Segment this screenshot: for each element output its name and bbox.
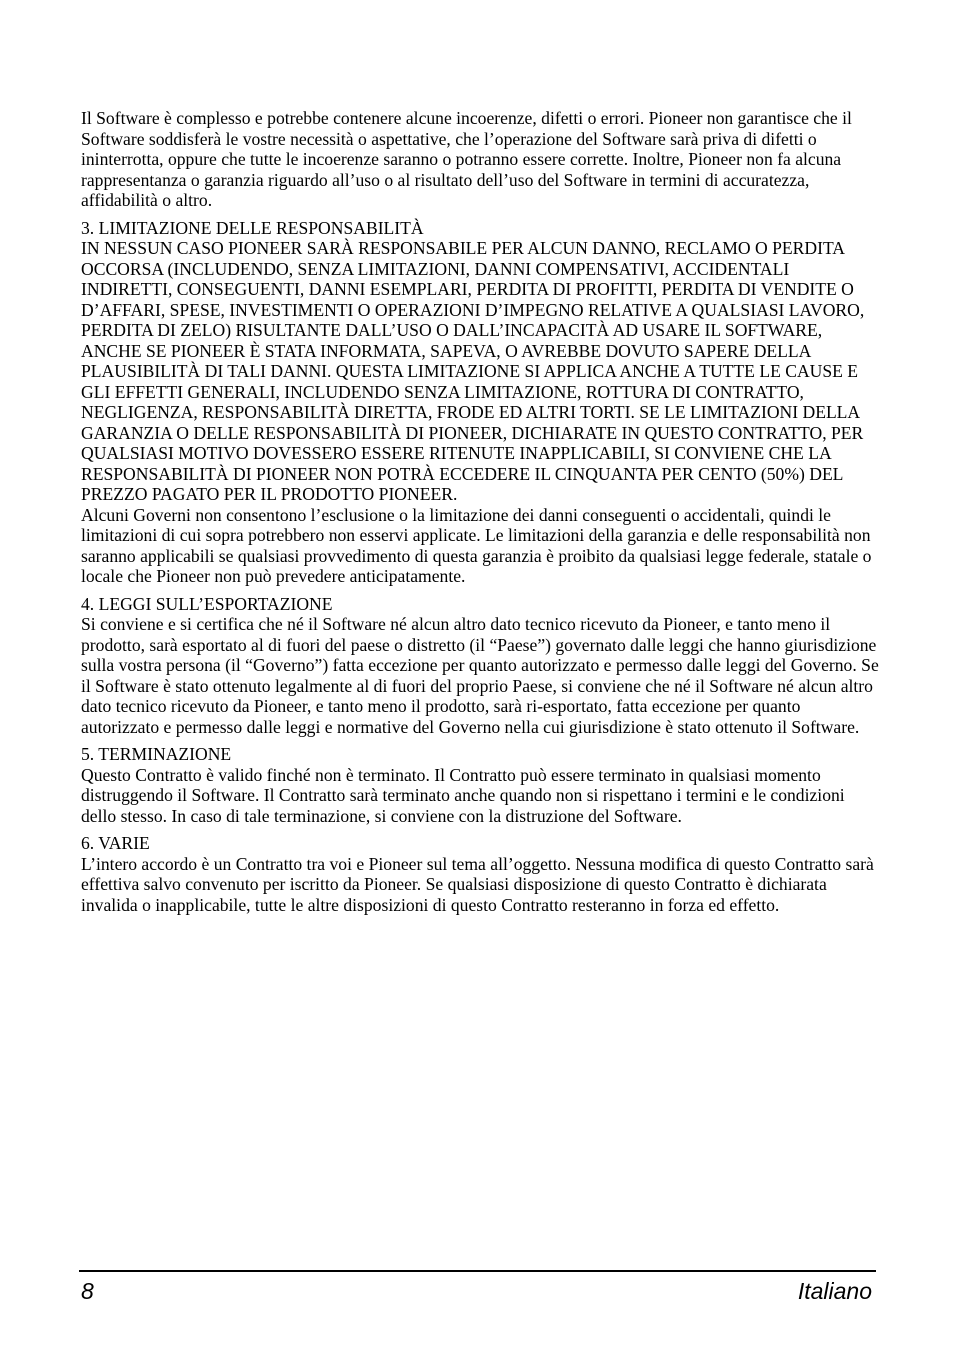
- section-miscellaneous: [81, 833, 881, 915]
- section-caps-paragraph: IN NESSUN CASO PIONEER SARÀ RESPONSABILE PER ALCUN DANNO, RECLAMO O PERDITA OCCORSA (INCLUDENDO, SENZA LIMITAZIONI, DANNI COMPENSATIVI, ACCIDENTALI INDIRETTI, CONSEGUENTI, DANNI ESEMPLARI, PERDITA DI PROFITTI, PERDITA DI VENDITE O D’AFFARI, SPESE, INVESTIMENTI O OPERAZIONI D’IMPEGNO RELATIVE A QUALSIASI LAVORO, PERDITA DI ZELO) RISULTANTE DALL’USO O DALL’INCAPACITÀ AD USARE IL SOFTWARE, ANCHE SE PIONEER È STATA INFORMATA, SAPEVA, O AVREBBE DOVUTO SAPERE DELLA PLAUSIBILITÀ DI TALI DANNI. QUESTA LIMITAZIONE SI APPLICA ANCHE A TUTTE LE CAUSE E GLI EFFETTI GENERALI, INCLUDENDO SENZA LIMITAZIONE, ROTTURA DI CONTRATTO, NEGLIGENZA, RESPONSABILITÀ DIRETTA, FRODE ED ALTRI TORTI. SE LE LIMITAZIONI DELLA GARANZIA O DELLE RESPONSABILITÀ DI PIONEER, DICHIARATE IN QUESTO CONTRATTO, PER QUALSIASI MOTIVO DOVESSERO ESSERE RITENUTE INAPPLICABILI, SI CONVIENE CHE LA RESPONSABILITÀ DI PIONEER NON POTRÀ ECCEDERE IL CINQUANTA PER CENTO (50%) DEL PREZZO PAGATO PER IL PRODOTTO PIONEER.: [81, 238, 865, 504]
- section-heading: 3. LIMITAZIONE DELLE RESPONSABILITÀ: [81, 217, 424, 238]
- document-body: [81, 108, 881, 922]
- section-heading: 6. VARIE: [81, 833, 150, 853]
- section-termination: [81, 744, 881, 826]
- section-paragraph: Alcuni Governi non consentono l’esclusione o la limitazione dei danni conseguenti o accidentali, quindi le limitazioni di cui sopra potrebbero non esservi applicate. Le limitazioni della garanzia e delle responsabilità non saranno applicabili se qualsiasi provvedimento di questa garanzia è proibito da qualsiasi legge federale, statale o locale che Pioneer non può prevedere anticipatamente.: [81, 504, 872, 586]
- section-limitation-of-liability: [81, 218, 881, 587]
- section-paragraph: Questo Contratto è valido finché non è terminato. Il Contratto può essere terminato in qualsiasi momento distruggendo il Software. Il Contratto sarà terminato anche quando non si rispettano i termini e le condizioni dello stesso. In caso di tale terminazione, si conviene con la distruzione del Software.: [81, 764, 845, 826]
- section-paragraph: Si conviene e si certifica che né il Software né alcun altro dato tecnico ricevuto da Pioneer, e tanto meno il prodotto, sarà esportato al di fuori del paese o distretto (il “Paese”) governato dalle leggi che hanno giurisdizione sulla vostra persona (il “Governo”) fatta eccezione per quanto autorizzato e permesso dalle leggi del Governo. Se il Software è stato ottenuto legalmente al di fuori del proprio Paese, si conviene che né il Software né alcun altro dato tecnico ricevuto da Pioneer, e tanto meno il prodotto, sarà ri-esportato, fatta eccezione per quanto autorizzato e permesso dalle leggi e normative del Governo nella cui giurisdizione è stato ottenuto il Software.: [81, 614, 879, 737]
- section-export-laws: [81, 594, 881, 738]
- page-number: 8: [81, 1278, 94, 1304]
- intro-paragraph: Il Software è complesso e potrebbe contenere alcune incoerenze, difetti o errori. Pioneer non garantisce che il Software soddisferà le vostre necessità o aspettative, che l’operazione del Software sarà priva di difetti o ininterrotta, oppure che tutte le incoerenze saranno o potranno essere corrette. Inoltre, Pioneer non fa alcuna rappresentanza o garanzia riguardo all’uso o al risultato dell’uso del Software in termini di accuratezza, affidabilità o altro.: [81, 108, 852, 210]
- section-heading: 5. TERMINAZIONE: [81, 744, 232, 764]
- footer-language: Italiano: [797, 1278, 872, 1304]
- section-heading: 4. LEGGI SULL’ESPORTAZIONE: [81, 593, 333, 614]
- section-paragraph: L’intero accordo è un Contratto tra voi e Pioneer sul tema all’oggetto. Nessuna modifica di questo Contratto sarà effettiva salvo convenuto per iscritto da Pioneer. Se qualsiasi disposizione di questo Contratto è dichiarata invalida o inapplicabile, tutte le altre disposizioni di questo Contratto resteranno in forza ed effetto.: [81, 853, 874, 915]
- footer-divider: [79, 1270, 876, 1272]
